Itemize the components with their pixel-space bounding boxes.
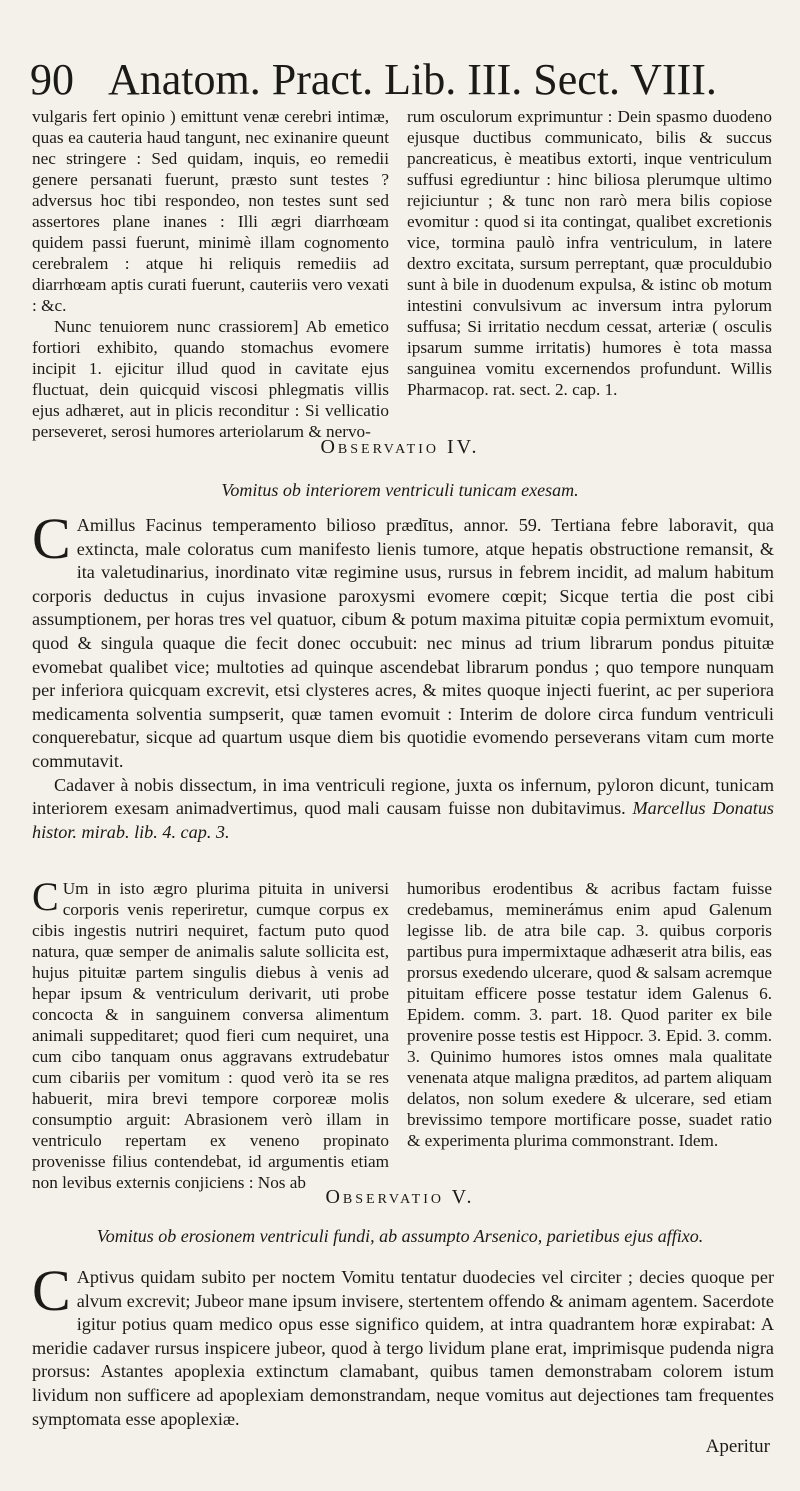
- commentary-text: Um in isto ægro plurima pituita in universi corporis venis reperiretur, cumque corpus ex cibis ingestis nutriri nequiret, factum puto quod natura, quæ semper de animalis salute sollicita est, hujus pituitæ partem singulis diebus à venis ad hepar ipsum & ventriculum derivarit, uti probe concocta & in sanguinem conversa alimentum animali suppeditaret; quod fieri cum nequiret, una cum cibo tanquam onus aggravans extrudebatur cum cibariis per vomitum : quod verò ita se res habuerit, mira brevi tempore corporeæ molis consumptio arguit: Abrasionem verò illam in ventriculo repertam ex veneno propinato provenisse filius contendebat, id argumentis etiam non levibus externis conjiciens : Nos ab: [32, 879, 389, 1192]
- autopsy-text: Cadaver à nobis dissectum, in ima ventriculi regione, juxta os infernum, pyloron dicunt, tunicam interiorem exesam animadvertimus, quod mali causam fuisse non dubitavimus.: [32, 774, 774, 819]
- page-header: [30, 56, 730, 104]
- dropcap: C: [32, 1258, 71, 1323]
- citation: Marcellus Donatus histor. mirab. lib. 4. cap. 3.: [32, 798, 775, 842]
- commentary-paragraph: [32, 874, 389, 1193]
- observation-5-subtitle: Vomitus ob erosionem ventriculi fundi, ab assumpto Arsenico, parietibus ejus affixo.: [96, 1226, 704, 1246]
- catchword: Aperitur: [705, 1436, 770, 1457]
- commentary-left-column: [32, 106, 389, 442]
- commentary-section-1: [32, 106, 772, 442]
- commentary-paragraph: Nunc tenuiorem nunc crassiorem] Ab emetico fortiori exhibito, quando stomachus evomere incipit 1. ejicitur illud quod in cavitate ejus fluctuat, dein quicquid viscosi phlegmatis villis ejus adhæret, aut in plicis reconditur : Si vellicatio perseveret, serosi humores arteriolarum & nervo-: [32, 317, 389, 441]
- commentary-right-column: [407, 106, 772, 442]
- observation-5-title: Observatio V.: [325, 1186, 475, 1208]
- commentary-paragraph: vulgaris fert opinio ) emittunt venæ cerebri intimæ, quas ea cauteria haud tangunt, nec exinanire queunt nec stringere : Sed quidam, inquis, eo remedii genere persanati fuerunt, præsto sunt testes ? adversus hoc tibi respondeo, non testes sunt sed assertores plane inanes : Illi ægri diarrhœam quidem passi fuerunt, minimè illam cognomento cerebralem : atque hi reliquis remediis ad diarrhœam aptis curati fuerunt, cauteriis vero vexati : &c.: [32, 107, 389, 315]
- dropcap: C: [32, 506, 71, 571]
- commentary-section-2: [32, 874, 772, 1193]
- observation-4-body: [32, 506, 775, 844]
- running-title: Anatom. Pract. Lib. III. Sect. VIII.: [108, 55, 717, 104]
- case-text: Amillus Facinus temperamento bilioso prædītus, annor. 59. Tertiana febre laboravit, qua extincta, male coloratus cum manifesto lienis tumore, atque hepatis obstructione remansit, & ita valetudinarius, inordinato vitæ regimine usus, rursus in febrem incidit, ad malum habitum corporis deductus in cujus invasione paroxysmi evomere cœpit; Sicque tertia die post cibi assumptionem, per horas tres vel quatuor, cibum & potum maxima pituitæ copia permixtum evomuit, quod & singula quaque die fecit donec occubuit: nec minus ad trium librarum pondus pituitæ evomebat qualibet vice; multoties ad quinque ascendebat librarum pondus ; quo tempore nunquam per inferiora quicquam excrevit, etsi clysteres acres, & mites quoque injecti fuerint, ac per superiora medicamenta solventia sumpserit, quæ tamen evomuit : Interim de dolore circa fundum ventriculi conquerebatur, sicque ad quartum usque diem bis quotidie evomendo perseverans vitam cum morte commutavit.: [32, 515, 774, 771]
- observation-5-body: [32, 1258, 774, 1431]
- observation-4-subtitle: Vomitus ob interiorem ventriculi tunicam exesam.: [221, 480, 579, 500]
- commentary-right-column: [407, 878, 772, 1193]
- case-text: Aptivus quidam subito per noctem Vomitu tentatur duodecies vel circiter ; decies quoque per alvum excrevit; Jubeor mane ipsum invisere, stertentem offendo & animam agentem. Sacerdote igitur potius quam medico opus esse significo quidem, at intra quadrantem horæ expirabat: A meridie cadaver rursus inspicere jubeor, quod à tergo lividum plane erat, imprimisque pudenda nigra prorsus: Astantes apoplexia extinctum clamabant, quibus tamen demonstrabam colorem istum lividum non sufficere ad apoplexiam demonstrandam, neque vomitus aut dejectiones tam frequentes symptomata esse apoplexiæ.: [32, 1267, 774, 1429]
- commentary-paragraph: humoribus erodentibus & acribus factam fuisse credebamus, meminerámus enim apud Galenum legisse lib. de atra bile cap. 3. quibus corporis partibus pura impermixtaque adhæserit atra bilis, eas prorsus exedendo ulcerare, quod & salsam acremque pituitam efficere posse testatur idem Galenus 6. Epidem. comm. 3. part. 18. Quod pariter ex bile provenire posse testis est Hippocr. 3. Epid. 3. comm. 3. Quinimo humores istos omnes mala qualitate venenata atque maligna præditos, ad partem aliquam delatos, non solum exedere & ulcerare, sed etiam brevissimo tempore mortificare posse, suadet ratio & experimenta plurima commonstrant. Idem.: [407, 879, 772, 1150]
- dropcap: C: [32, 874, 59, 919]
- commentary-left-column: [32, 874, 389, 1193]
- observation-5-case: [32, 1258, 774, 1431]
- observation-4-case: [32, 506, 774, 774]
- observation-4-title: Observatio IV.: [320, 436, 480, 458]
- page-number: 90: [30, 55, 74, 104]
- observation-4-autopsy: [32, 774, 774, 845]
- commentary-paragraph: rum osculorum exprimuntur : Dein spasmo duodeno ejusque ductibus communicato, bilis & succus pancreaticus, è meatibus extorti, inque ventriculum suffusi egrediuntur : hinc biliosa plerumque ultimo rejiciuntur ; & tunc non rarò mera bilis copiose evomitur : quod si ita contingat, qualibet excretionis vice, tormina paulò infra ventriculum, in latere dextro excitata, sursum perreptant, quæ proculdubio sunt à bile in duodenum expulsa, & istinc ob motum intestini convulsivum ac inversum intra pylorum suffusa; Si irritatio necdum cessat, arteriæ ( osculis ipsarum summe irritatis) humores è tota massa sanguinea vomitu excernendos profundunt. Willis Pharmacop. rat. sect. 2. cap. 1.: [407, 107, 772, 399]
